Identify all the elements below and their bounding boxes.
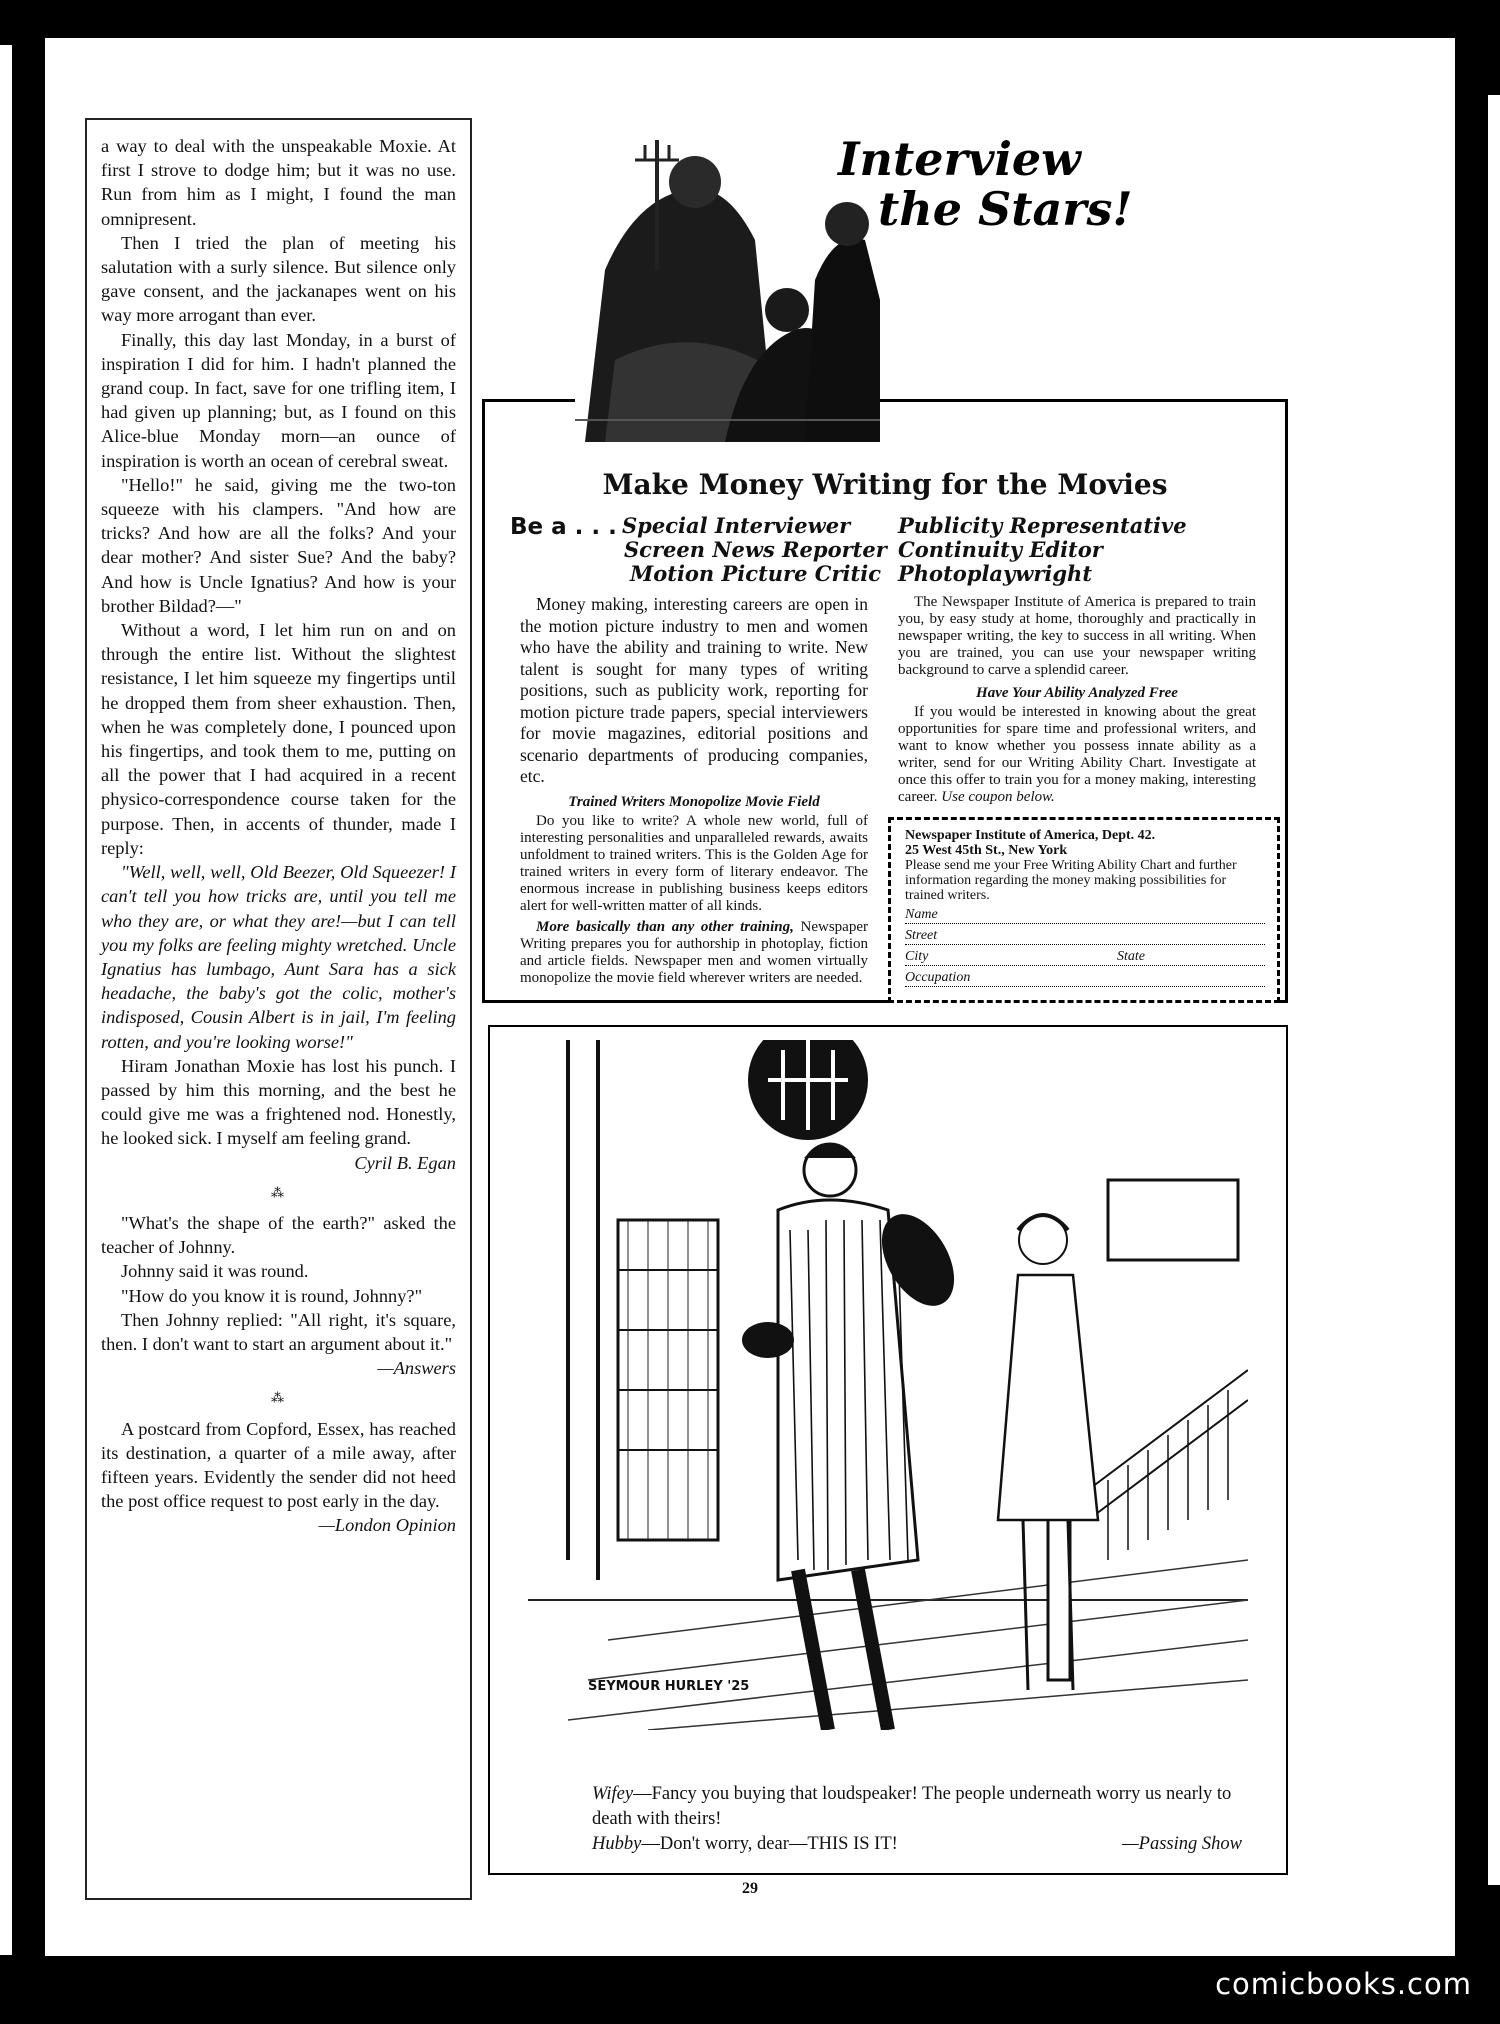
ad-emphasis: More basically than any other training, xyxy=(536,918,794,935)
left-column xyxy=(85,118,472,1900)
cartoon-signature: SEYMOUR HURLEY '25 xyxy=(588,1679,750,1694)
paragraph: Johnny said it was round. xyxy=(121,1261,309,1282)
job-title: Special Interviewer xyxy=(622,513,851,538)
paragraph: a way to deal with the unspeakable Moxie. At first I strove to dodge him; but it was no use. Run from him as I might, I found the man omnipresent. xyxy=(101,136,456,229)
caption-speaker: Wifey xyxy=(592,1784,634,1804)
ad-right-column xyxy=(898,594,1256,810)
paragraph: "Hello!" he said, giving me the two-ton squeeze with his clampers. "And how are tricks? And how are all the folks? And your dear mother? And sister Sue? And the baby? And how is Uncle Ignatius? And how is your brother Bildad?—" xyxy=(101,474,456,616)
coupon-name-label: Name xyxy=(905,907,938,922)
author-credit: Cyril B. Egan xyxy=(354,1152,456,1173)
left-column-text xyxy=(101,134,456,1538)
coupon-street-label: Street xyxy=(905,928,938,943)
coupon-name-field[interactable] xyxy=(905,907,1265,924)
be-a-label: Be a . . . xyxy=(510,514,617,540)
coupon-occupation-label: Occupation xyxy=(905,970,971,985)
section-divider: ⁂ xyxy=(271,1184,286,1200)
paragraph: "How do you know it is round, Johnny?" xyxy=(121,1285,423,1306)
job-title: Photoplaywright xyxy=(898,561,1093,586)
caption-line-hubby xyxy=(592,1832,1242,1857)
job-title: Screen News Reporter xyxy=(624,537,887,562)
paragraph: "Well, well, well, Old Beezer, Old Squeezer! I can't tell you how tricks are, until you tell me who they are, or what they are!—but I can tell you my folks are feeling mighty wretched. Uncle Ignatius has lumbago, Aunt Sara has a sick headache, the baby's got the colic, mother's indisposed, Cousin Albert is in jail, I'm feeling rotten, and you're looking worse!" xyxy=(101,862,456,1052)
caption-text: —Don't worry, dear—THIS IS IT! xyxy=(641,1834,898,1854)
paragraph: Hiram Jonathan Moxie has lost his punch. I passed by him this morning, and the best he could give me was a frightened nod. Honestly, he looked sick. I myself am feeling grand. xyxy=(101,1055,456,1149)
page-binding-right xyxy=(1486,95,1500,1885)
job-title: Continuity Editor xyxy=(898,537,1103,562)
ad-paragraph-text: If you would be interested in knowing about the great opportunities for spare time and professional writers, and want to know whether you possess innate ability as a writer, send for our Writing Ability Chart. Investigate at once this offer to train you for a money making, interesting career. xyxy=(898,704,1256,805)
ad-paragraph: Money making, interesting careers are open in the motion picture industry to men and women who have the ability and training to write. New talent is sought for many types of writing positions, such as publicity work, reporting for motion picture trade papers, special interviewers for movie magazines, editorial positions and scenario departments of producing companies, etc. xyxy=(520,594,868,786)
author-credit: —Answers xyxy=(377,1358,456,1379)
film-stars-photo xyxy=(575,120,880,442)
cartoon-illustration xyxy=(528,1040,1248,1730)
ad-subheading: Trained Writers Monopolize Movie Field xyxy=(568,793,820,810)
caption-source: —Passing Show xyxy=(1122,1834,1242,1854)
page-number: 29 xyxy=(742,1880,758,1897)
ad-subheading: Have Your Ability Analyzed Free xyxy=(976,685,1178,701)
job-title: Motion Picture Critic xyxy=(630,561,881,586)
coupon-address-line1: Newspaper Institute of America, Dept. 42. xyxy=(905,828,1156,843)
page-binding-left xyxy=(0,45,14,1955)
ad-paragraph: Do you like to write? A whole new world, full of interesting personalities and unparalleled rewards, awaits unfoldment to trained writers. This is the Golden Age for trained writers in every form of literary endeavor. The enormous increase in publishing business keeps editors alert for well-written matter of all kinds. xyxy=(520,812,868,914)
ad-left-column xyxy=(520,594,868,991)
caption-speaker: Hubby xyxy=(592,1834,642,1854)
paragraph: Then I tried the plan of meeting his salutation with a surly silence. But silence only gave consent, and the jackanapes went on his way more arrogant than ever. xyxy=(101,232,456,326)
ad-title-line2: the Stars! xyxy=(878,182,1133,236)
coupon-occupation-field[interactable] xyxy=(905,970,1265,987)
coupon-city-state-field[interactable] xyxy=(905,949,1265,966)
job-list-left xyxy=(622,514,887,586)
coupon-address-line2: 25 West 45th St., New York xyxy=(905,843,1068,858)
ad-title xyxy=(838,134,1133,234)
ad-headline: Make Money Writing for the Movies xyxy=(602,468,1168,501)
job-list-right xyxy=(898,514,1187,586)
coupon-body: Please send me your Free Writing Ability Chart and further information regarding the money making possibilities for trained writers. xyxy=(905,858,1237,903)
caption-hubby xyxy=(592,1832,898,1857)
paragraph: "What's the shape of the earth?" asked the teacher of Johnny. xyxy=(101,1212,456,1258)
ad-paragraph xyxy=(898,704,1256,806)
paragraph: Without a word, I let him run on and on through the entire list. Without the slightest resistance, I let him squeeze my fingertips until he dropped them from sheer exhaustion. Then, when he was completely done, I pounced upon his fingertips, and took them to me, putting on all the power that I had acquired in a recent physico-correspondence course taken for the purpose. Then, in accents of thunder, made I reply: xyxy=(101,620,456,858)
paragraph: Finally, this day last Monday, in a burst of inspiration I did for him. I hadn't planned the grand coup. In fact, save for one trifling item, I had given up planning; but, as I found on this Alice-blue Monday morn—an ounce of inspiration is worth an ocean of cerebral sweat. xyxy=(101,329,456,471)
coupon-form xyxy=(888,817,1280,1003)
section-divider: ⁂ xyxy=(271,1390,286,1406)
ad-paragraph-text: Newspaper Writing prepares you for authorship in photoplay, fiction and article fields. Newspaper men and women virtually monopolize the movie field wherever writers are needed. xyxy=(520,918,868,986)
ad-paragraph xyxy=(520,919,868,987)
ad-title-line1: Interview xyxy=(838,132,1081,186)
coupon-city-label: City xyxy=(905,949,929,964)
caption-text: —Fancy you buying that loudspeaker! The people underneath worry us nearly to death with theirs! xyxy=(592,1784,1232,1829)
coupon-street-field[interactable] xyxy=(905,928,1265,945)
coupon-state-label: State xyxy=(1117,949,1145,964)
ad-paragraph: The Newspaper Institute of America is prepared to train you, by easy study at home, thoroughly and practically in newspaper writing, the key to success in all writing. When you are trained, you can use your newspaper writing background to carve a splendid career. xyxy=(898,594,1256,678)
job-title: Publicity Representative xyxy=(898,513,1187,538)
paragraph: A postcard from Copford, Essex, has reached its destination, a quarter of a mile away, after fifteen years. Evidently the sender did not heed the post office request to post early in the day. xyxy=(101,1418,456,1512)
author-credit: —London Opinion xyxy=(318,1515,456,1536)
watermark: comicbooks.com xyxy=(1215,1967,1472,2001)
caption-line-wifey xyxy=(592,1782,1242,1832)
cartoon-caption xyxy=(592,1782,1242,1857)
ad-emphasis: Use coupon below. xyxy=(937,789,1055,805)
paragraph: Then Johnny replied: "All right, it's square, then. I don't want to start an argument about it." xyxy=(101,1309,456,1354)
